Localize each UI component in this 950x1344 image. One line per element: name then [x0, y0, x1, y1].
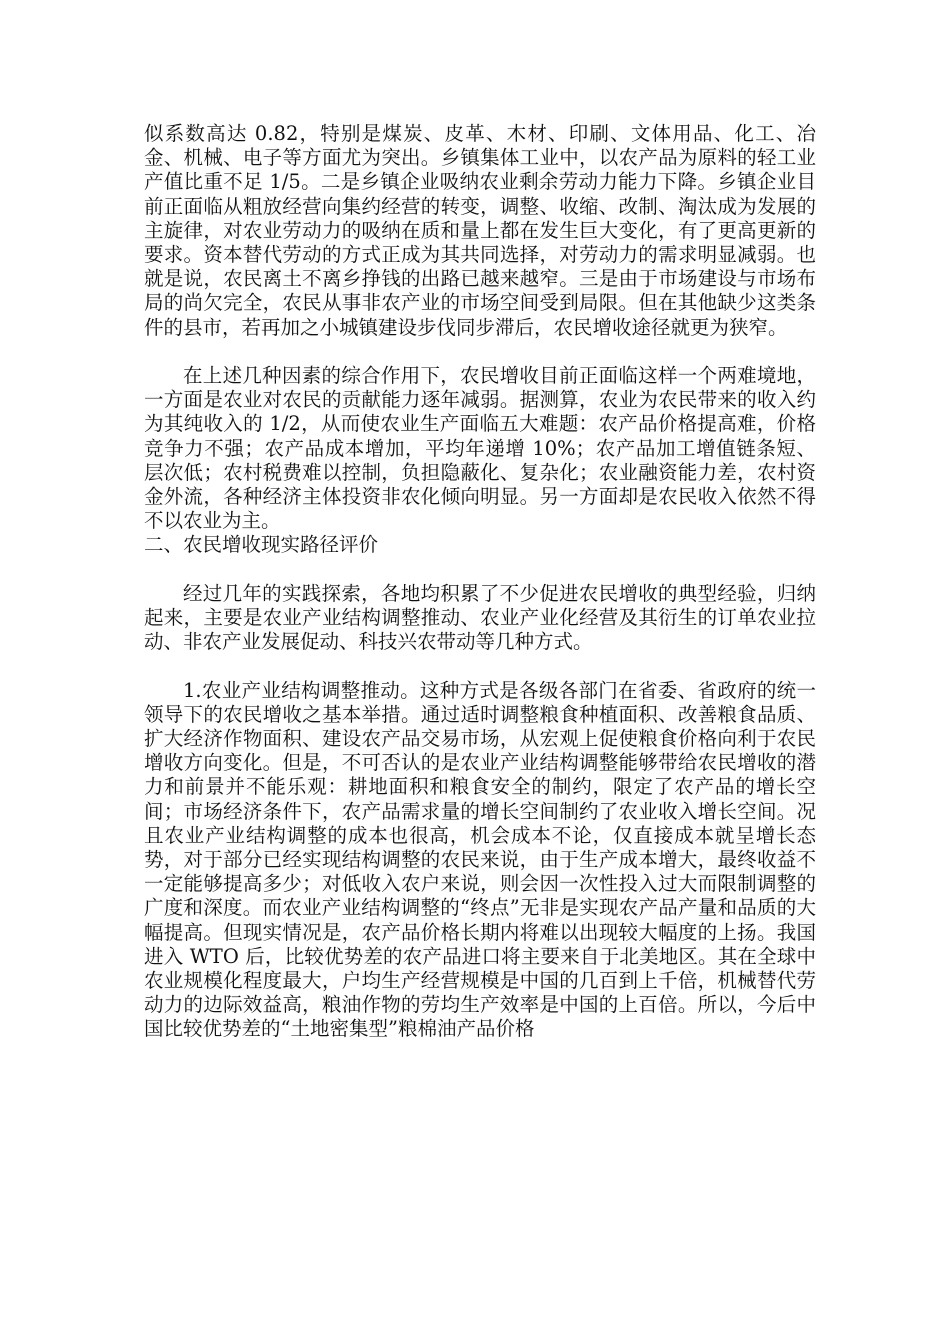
paragraph-structure-adjustment: 1.农业产业结构调整推动。这种方式是各级各部门在省委、省政府的统一领导下的农民增收之基本举措。通过适时调整粮食种植面积、改善粮食品质、扩大经济作物面积、建设农产品交易市场，从宏观上促使粮食价格向利于农民增收方向变化。但是，不可否认的是农业产业结构调整能够带给农民增收的潜力和前景并不能乐观：耕地面积和粮食安全的制约，限定了农产品的增长空间；市场经济条件下，农产品需求量的增长空间制约了农业收入增长空间。况且农业产业结构调整的成本也很高，机会成本不论，仅直接成本就呈增长态势，对于部分已经实现结构调整的农民来说，由于生产成本增大，最终收益不一定能够提高多少；对低收入农户来说，则会因一次性投入过大而限制调整的广度和深度。而农业产业结构调整的“终点”无非是实现农产品产量和品质的大幅提高。但现实情况是，农产品价格长期内将难以出现较大幅度的上扬。我国进入 WTO 后，比较优势差的农产品进口将主要来自于北美地区。其在全球中农业规模化程度最大，户均生产经营规模是中国的几百到上千倍，机械替代劳动力的边际效益高，粮油作物的劳均生产效率是中国的上百倍。所以，今后中国比较优势差的“土地密集型”粮棉油产品价格	[144, 678, 816, 1041]
paragraph-practice-summary: 经过几年的实践探索，各地均积累了不少促进农民增收的典型经验，归纳起来，主要是农业产业结构调整推动、农业产业化经营及其衍生的订单农业拉动、非农产业发展促动、科技兴农带动等几种方式。	[144, 581, 816, 654]
paragraph-continuation: 似系数高达 0.82，特别是煤炭、皮革、木材、印刷、文体用品、化工、冶金、机械、电子等方面尤为突出。乡镇集体工业中，以农产品为原料的轻工业产值比重不足 1/5。二是乡镇企业吸纳农业剩余劳动力能力下降。乡镇企业目前正面临从粗放经营向集约经营的转变，调整、收缩、改制、淘汰成为发展的主旋律，对农业劳动力的吸纳在质和量上都在发生巨大变化，有了更高更新的要求。资本替代劳动的方式正成为其共同选择，对劳动力的需求明显减弱。也就是说，农民离土不离乡挣钱的出路已越来越窄。三是由于市场建设与市场布局的尚欠完全，农民从事非农产业的市场空间受到局限。但在其他缺少这类条件的县市，若再加之小城镇建设步伐同步滞后，农民增收途径就更为狭窄。	[144, 122, 816, 339]
section-heading: 二、农民增收现实路径评价	[144, 533, 379, 557]
paragraph-dilemma: 在上述几种因素的综合作用下，农民增收目前正面临这样一个两难境地，一方面是农业对农民的贡献能力逐年减弱。据测算，农业为农民带来的收入约为其纯收入的 1/2，从而使农业生产面临五大难题：农产品价格提高难，价格竞争力不强；农产品成本增加，平均年递增 10%；农产品加工增值链条短、层次低；农村税费难以控制，负担隐蔽化、复杂化；农业融资能力差，农村资金外流，各种经济主体投资非农化倾向明显。另一方面却是农民收入依然不得不以农业为主。	[144, 364, 816, 533]
document-body	[144, 122, 816, 1042]
